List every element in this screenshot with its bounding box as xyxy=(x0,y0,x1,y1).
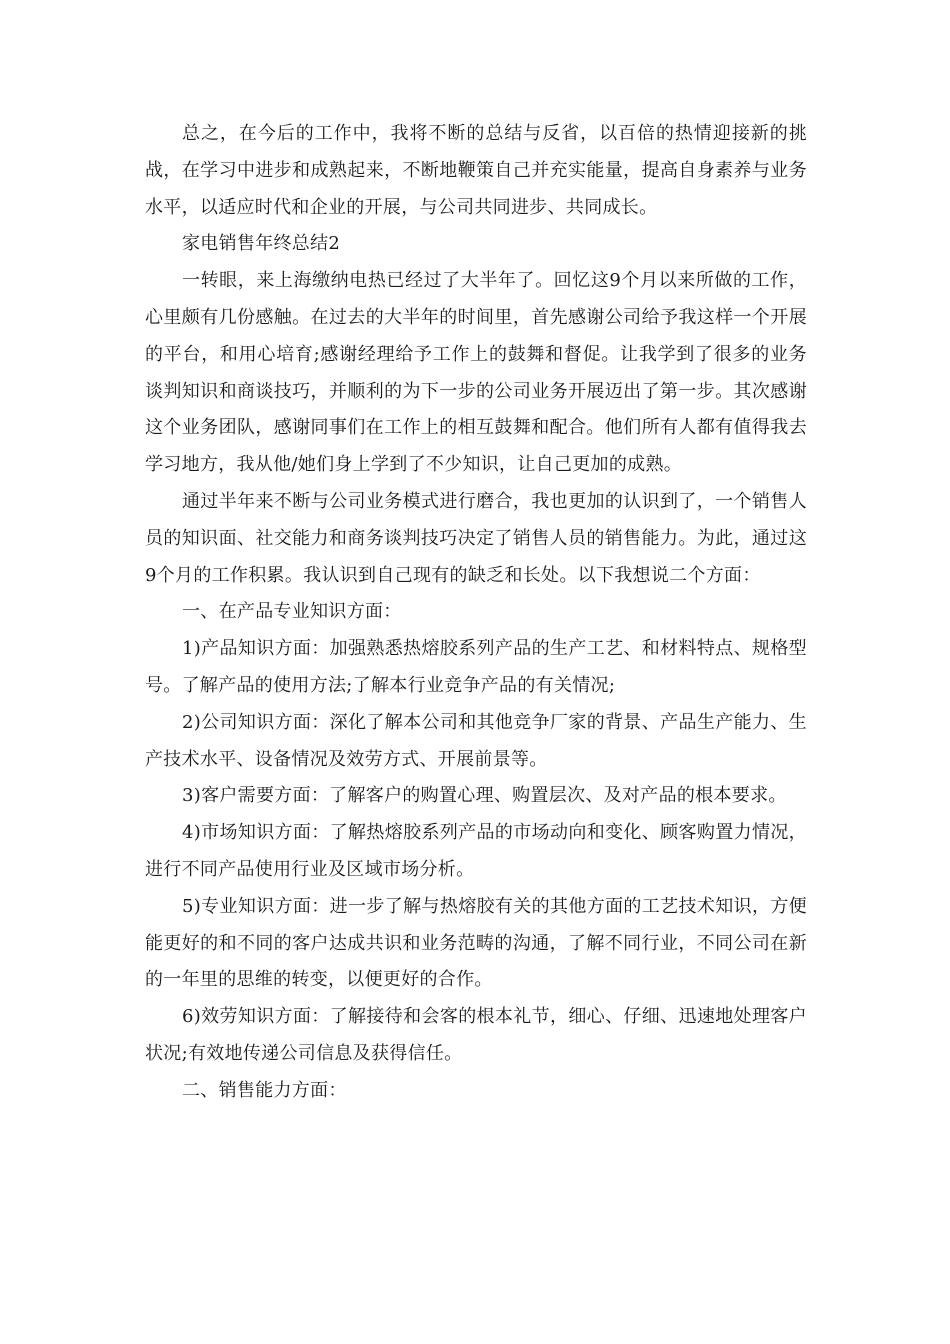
list-item: 4)市场知识方面：了解热熔胶系列产品的市场动向和变化、顾客购置力情况，进行不同产品使用行业及区域市场分析。 xyxy=(145,822,807,880)
paragraph-intro: 一转眼，来上海缴纳电热已经过了大半年了。回忆这9个月以来所做的工作，心里颇有几份感触。在过去的大半年的时间里，首先感谢公司给予我这样一个开展的平台，和用心培育;感谢经理给予工作上的鼓舞和督促。让我学到了很多的业务谈判知识和商谈技巧，并顺利的为下一步的公司业务开展迈出了第一步。其次感谢这个业务团队，感谢同事们在工作上的相互鼓舞和配合。他们所有人都有值得我去学习地方，我从他/她们身上学到了不少知识，让自己更加的成熟。 xyxy=(145,270,807,476)
list-item: 5)专业知识方面：进一步了解与热熔胶有关的其他方面的工艺技术知识，方便能更好的和不同的客户达成共识和业务范畴的沟通，了解不同行业，不同公司在新的一年里的思维的转变，以便更好的合作。 xyxy=(145,895,807,991)
list-item: 2)公司知识方面：深化了解本公司和其他竞争厂家的背景、产品生产能力、生产技术水平、设备情况及效劳方式、开展前景等。 xyxy=(145,711,807,770)
paragraph-conclusion: 总之，在今后的工作中，我将不断的总结与反省，以百倍的热情迎接新的挑战，在学习中进步和成熟起来，不断地鞭策自己并充实能量，提高自身素养与业务水平，以适应时代和企业的开展，与公司共同进步、共同成长。 xyxy=(145,123,807,218)
document-body xyxy=(145,116,807,1110)
list-item: 1)产品知识方面：加强熟悉热熔胶系列产品的生产工艺、和材料特点、规格型号。了解产品的使用方法;了解本行业竞争产品的有关情况; xyxy=(145,638,807,696)
subheading-sales-ability: 二、销售能力方面： xyxy=(182,1079,347,1101)
list-item: 3)客户需要方面：了解客户的购置心理、购置层次、及对产品的根本要求。 xyxy=(182,785,787,807)
list-item: 6)效劳知识方面：了解接待和会客的根本礼节，细心、仔细、迅速地处理客户状况;有效地传递公司信息及获得信任。 xyxy=(145,1006,807,1064)
paragraph-reflection: 通过半年来不断与公司业务模式进行磨合，我也更加的认识到了，一个销售人员的知识面、社交能力和商务谈判技巧决定了销售人员的销售能力。为此，通过这9个月的工作积累。我认识到自己现有的缺乏和长处。以下我想说二个方面： xyxy=(145,490,807,586)
subheading-product-knowledge: 一、在产品专业知识方面： xyxy=(182,601,402,623)
section-title: 家电销售年终总结2 xyxy=(182,233,341,255)
